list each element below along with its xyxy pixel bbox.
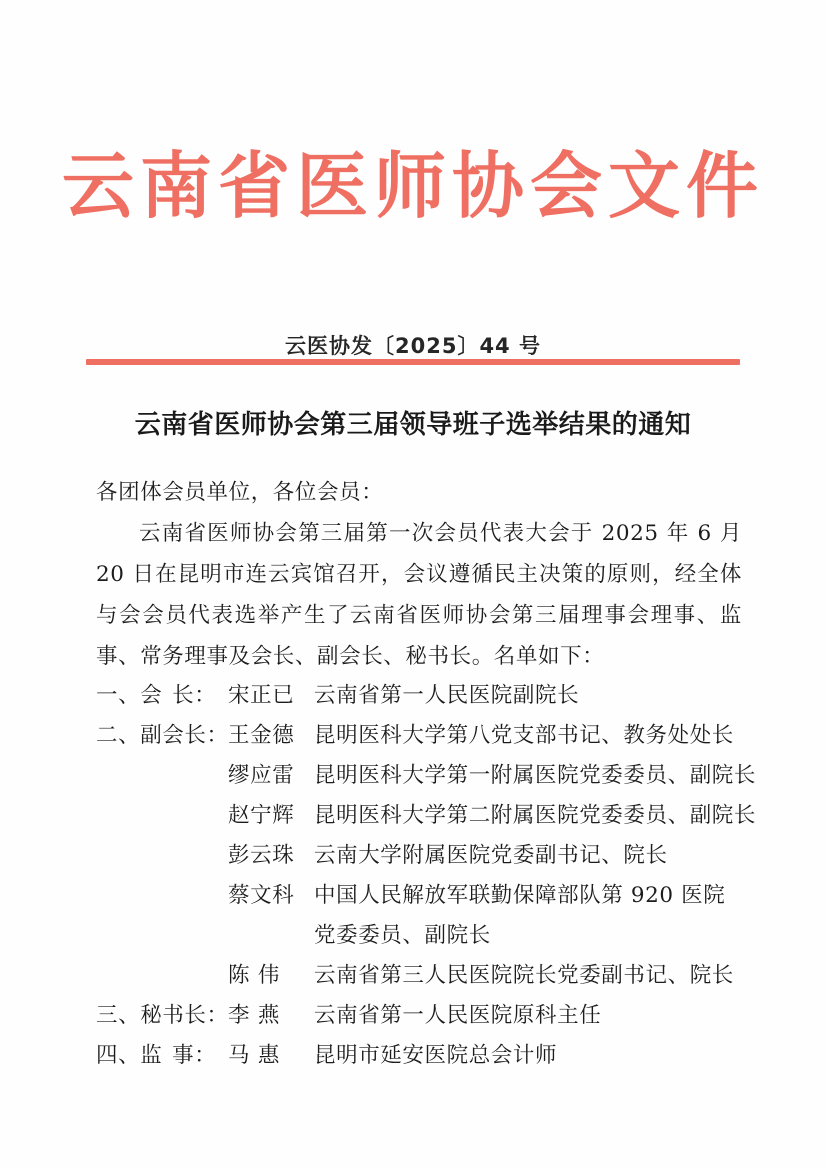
roster-row — [96, 916, 756, 956]
roster-row — [96, 996, 756, 1036]
roster-organization: 昆明医科大学第一附属医院党委委员、副院长 — [314, 763, 757, 788]
roster-organization: 昆明医科大学第八党支部书记、教务处处长 — [314, 723, 734, 748]
roster-role: 秘书长 — [140, 1003, 207, 1028]
roster-name-spread — [228, 956, 280, 996]
roster-index: 四、 — [96, 1043, 141, 1068]
roster-role-part: 监 — [140, 1043, 163, 1068]
roster-organization: 昆明医科大学第二附属医院党委委员、副院长 — [314, 803, 757, 828]
roster-row — [96, 1036, 756, 1076]
opening-paragraph: 云南省医师协会第三届第一次会员代表大会于 2025 年 6 月 20 日在昆明市连云宾馆召开，会议遵循民主决策的原则，经全体与会会员代表选举产生了云南省医师协会第三届理事会理事、监事、常务理事及会长、副会长、秘书长。名单如下： — [96, 521, 742, 669]
roster-row — [96, 676, 756, 716]
roster-name-part: 惠 — [257, 1043, 280, 1068]
roster-list — [96, 676, 756, 1076]
roster-name-part: 马 — [228, 1043, 251, 1068]
roster-colon: ： — [194, 683, 217, 708]
roster-colon: ： — [194, 1043, 217, 1068]
roster-colon: ： — [206, 1003, 229, 1028]
roster-name-part: 宋 — [228, 683, 251, 708]
roster-row — [96, 876, 756, 916]
salutation: 各团体会员单位，各位会员： — [96, 480, 384, 505]
roster-name-part: 李 — [228, 1003, 251, 1028]
roster-role-label — [96, 716, 228, 756]
roster-row — [96, 796, 756, 836]
roster-index: 二、 — [96, 723, 141, 748]
roster-person-name — [228, 996, 314, 1036]
masthead — [0, 143, 826, 228]
roster-row — [96, 836, 756, 876]
roster-person-name — [228, 956, 314, 996]
roster-name-part: 伟 — [257, 963, 280, 988]
roster-person-name — [228, 1036, 314, 1076]
masthead-title: 云南省医师协会文件 — [61, 143, 764, 228]
roster-index: 一、 — [96, 683, 141, 708]
roster-person-name: 蔡文科 — [228, 883, 295, 908]
roster-role-label — [96, 1036, 228, 1076]
roster-name-spread — [228, 996, 280, 1036]
roster-organization: 昆明市延安医院总会计师 — [314, 1043, 558, 1068]
roster-organization: 云南省第一人民医院原科主任 — [314, 1003, 602, 1028]
roster-person-name: 王金德 — [228, 723, 295, 748]
roster-name-part: 燕 — [257, 1003, 280, 1028]
document-body — [96, 472, 742, 677]
roster-person-name: 缪应雷 — [228, 763, 295, 788]
red-separator-rule — [86, 359, 740, 365]
roster-person-name: 赵宁辉 — [228, 803, 295, 828]
roster-organization: 云南省第三人民医院院长党委副书记、院长 — [314, 963, 734, 988]
roster-organization: 党委委员、副院长 — [314, 923, 491, 948]
roster-role-part: 长 — [172, 683, 195, 708]
roster-name-part: 正已 — [250, 683, 295, 708]
document-number: 云医协发〔2025〕44 号 — [285, 334, 541, 358]
roster-name-spread — [228, 676, 295, 716]
document-title: 云南省医师协会第三届领导班子选举结果的通知 — [134, 410, 692, 440]
roster-index: 三、 — [96, 1003, 141, 1028]
roster-role-label — [96, 996, 228, 1036]
roster-row — [96, 716, 756, 756]
roster-person-name: 彭云珠 — [228, 843, 295, 868]
roster-role-part: 事 — [172, 1043, 195, 1068]
roster-name-spread — [228, 1036, 280, 1076]
roster-role-label — [96, 676, 228, 716]
roster-row — [96, 956, 756, 996]
roster-organization: 中国人民解放军联勤保障部队第 920 医院 — [314, 883, 726, 908]
roster-organization: 云南大学附属医院党委副书记、院长 — [314, 843, 668, 868]
roster-role — [140, 676, 194, 716]
roster-row — [96, 756, 756, 796]
roster-person-name — [228, 676, 314, 716]
roster-colon: ： — [206, 723, 229, 748]
roster-organization: 云南省第一人民医院副院长 — [314, 683, 580, 708]
document-number-row — [0, 330, 826, 360]
roster-role-part: 会 — [140, 683, 163, 708]
roster-name-part: 陈 — [228, 963, 251, 988]
roster-role — [140, 1036, 194, 1076]
roster-role: 副会长 — [140, 723, 207, 748]
